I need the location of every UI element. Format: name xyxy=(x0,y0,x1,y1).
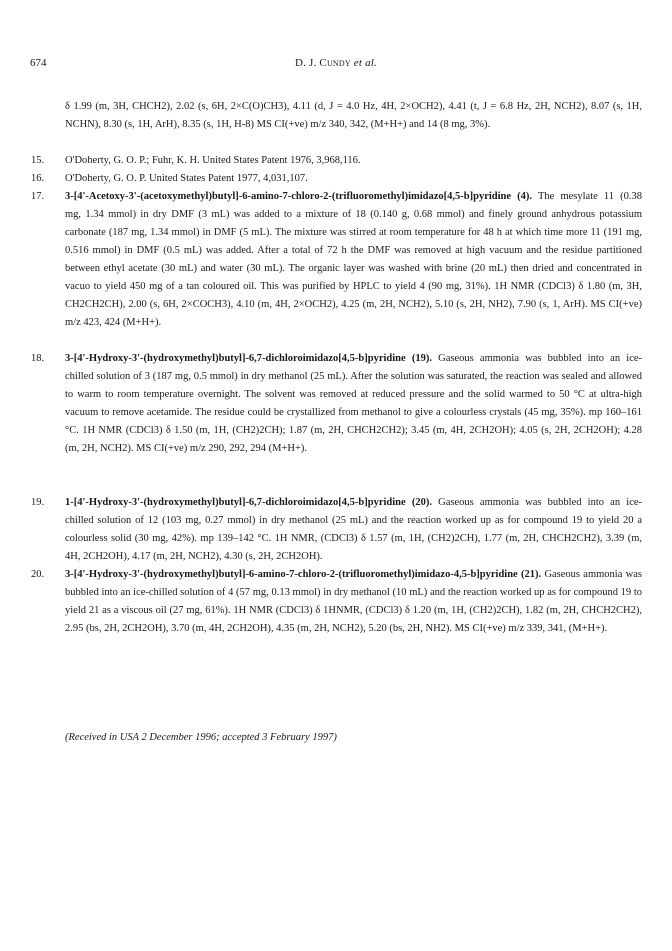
reference-list xyxy=(31,98,643,638)
reference-text: Gaseous ammonia was bubbled into an ice-chilled solution of 3 (187 mg, 0.5 mmol) in dry methanol (25 mL). After the solution was saturated, the reaction was sealed and allowed to warm to room temperature overnight. The solvent was removed at reduced pressure and the solid warmed to 50 °C at ultra-high vacuum to remove acetamide. The residue could be crystallized from methanol to give a colourless crystals (45 mg, 35%). mp 160–161 °C. 1H NMR (CDCl3) δ 1.50 (m, 1H, (CH2)2CH); 1.87 (m, 2H, CHCH2CH2); 3.45 (m, 4H, 2CH2OH); 4.05 (s, 2H, 2CH2OH); 4.28 (m, 2H, NCH2). MS CI(+ve) m/z 290, 292, 294 (M+H+). xyxy=(65,353,643,454)
page-number: 674 xyxy=(30,57,47,69)
reference-entry-16 xyxy=(31,170,642,188)
reference-title: 3-[4'-Hydroxy-3'-(hydroxymethyl)butyl]-6-amino-7-chloro-2-(trifluoromethyl)imidazo-4,5-b]pyridine (21). xyxy=(65,569,542,580)
reference-text: The mesylate 11 (0.38 mg, 1.34 mmol) in dry DMF (3 mL) was added to a mixture of 18 (0.140 g, 0.68 mmol) and finely ground anhydrous potassium carbonate (187 mg, 1.34 mmol) in DMF (5 mL). The mixture was stirred at room temperature for 48 h at which time more 11 (191 mg, 0.516 mmol) in DMF (0.5 mL) was added. After a total of 72 h the DMF was removed at high vacuum and the residue partitioned between ethyl acetate (30 mL) and water (30 mL). The organic layer was washed with brine (20 mL) then dried and concentrated in vacuo to yield 450 mg of a tan coloured oil. This was purified by HPLC to yield 4 (90 mg, 31%). 1H NMR (CDCl3) δ 1.80 (m, 3H, CH2CH2CH), 2.00 (s, 6H, 2×COCH3), 4.10 (m, 4H, 2×OCH2), 4.25 (m, 2H, NCH2), 5.10 (s, 2H, NH2), 7.90 (s, 1, ArH). MS CI(+ve) m/z 423, 424 (M+H+). xyxy=(65,191,642,328)
reference-number: 16. xyxy=(31,173,45,184)
reference-entry-14-continuation xyxy=(65,98,642,152)
reference-number: 15. xyxy=(31,155,45,166)
reference-entry-18 xyxy=(31,350,643,494)
reference-number: 18. xyxy=(31,353,45,364)
reference-title: 3-[4'-Hydroxy-3'-(hydroxymethyl)butyl]-6,7-dichloroimidazo[4,5-b]pyridine (19). xyxy=(65,353,432,364)
reference-entry-15 xyxy=(31,152,642,170)
reference-title: 1-[4'-Hydroxy-3'-(hydroxymethyl)butyl]-6,7-dichloroimidazo[4,5-b]pyridine (20). xyxy=(65,497,432,508)
running-head xyxy=(0,57,672,69)
author-suffix: et al. xyxy=(350,57,378,69)
reference-number: 19. xyxy=(31,497,45,508)
reference-text: O'Doherty, G. O. P.; Fuhr, K. H. United States Patent 1976, 3,968,116. xyxy=(65,155,361,166)
reference-entry-17 xyxy=(31,188,642,350)
reference-title: 3-[4'-Acetoxy-3'-(acetoxymethyl)butyl]-6-amino-7-chloro-2-(trifluoromethyl)imidazo[4,5-b]pyridine (4). xyxy=(65,191,533,202)
reference-text: Gaseous ammonia was bubbled into an ice-chilled solution of 4 (57 mg, 0.13 mmol) in dry methanol (10 mL) and the reaction worked up as for compound 19 to yield 21 as a viscous oil (27 mg, 61%). 1H NMR (CDCl3) δ 1HNMR, (CDCl3) δ 1.20 (m, 1H, (CH2)2CH), 1.82 (m, 2H, CHCH2CH2), 2.95 (bs, 2H, 2CH2OH), 3.70 (m, 4H, 2CH2OH), 4.35 (m, 2H, NCH2), 5.20 (bs, 2H, NH2). MS CI(+ve) m/z 339, 341, (M+H+). xyxy=(65,569,643,634)
reference-text: Gaseous ammonia was bubbled into an ice-chilled solution of 12 (103 mg, 0.27 mmol) in dry methanol (25 mL) and the reaction worked up as for compound 19 to yield 20 a colourless solid (30 mg, 42%). mp 139–142 °C. 1H NMR, (CDCl3) δ 1.57 (m, 1H, (CH2)2CH), 1.77 (m, 2H, CHCH2CH2), 3.39 (m, 4H, 2CH2OH), 4.17 (m, 2H, NCH2), 4.30 (s, 2H, 2CH2OH). xyxy=(65,497,643,562)
reference-entry-19 xyxy=(31,494,643,566)
reference-number: 20. xyxy=(31,569,45,580)
reference-text: δ 1.99 (m, 3H, CHCH2), 2.02 (s, 6H, 2×C(O)CH3), 4.11 (d, J = 4.0 Hz, 4H, 2×OCH2), 4.41 (t, J = 6.8 Hz, 2H, NCH2), 8.07 (s, 1H, NCHN), 8.30 (s, 1H, ArH), 8.35 (s, 1H, H-8) MS CI(+ve) m/z 340, 342, (M+H+) and 14 (8 mg, 3%). xyxy=(65,101,642,130)
received-date-line: (Received in USA 2 December 1996; accepted 3 February 1997) xyxy=(65,732,337,743)
author-surname: Cundy xyxy=(319,57,351,69)
reference-entry-20 xyxy=(31,566,643,638)
author-prefix: D. J. xyxy=(294,57,320,69)
reference-number: 17. xyxy=(31,191,45,202)
reference-text: O'Doherty, G. O. P. United States Patent 1977, 4,031,107. xyxy=(65,173,308,184)
